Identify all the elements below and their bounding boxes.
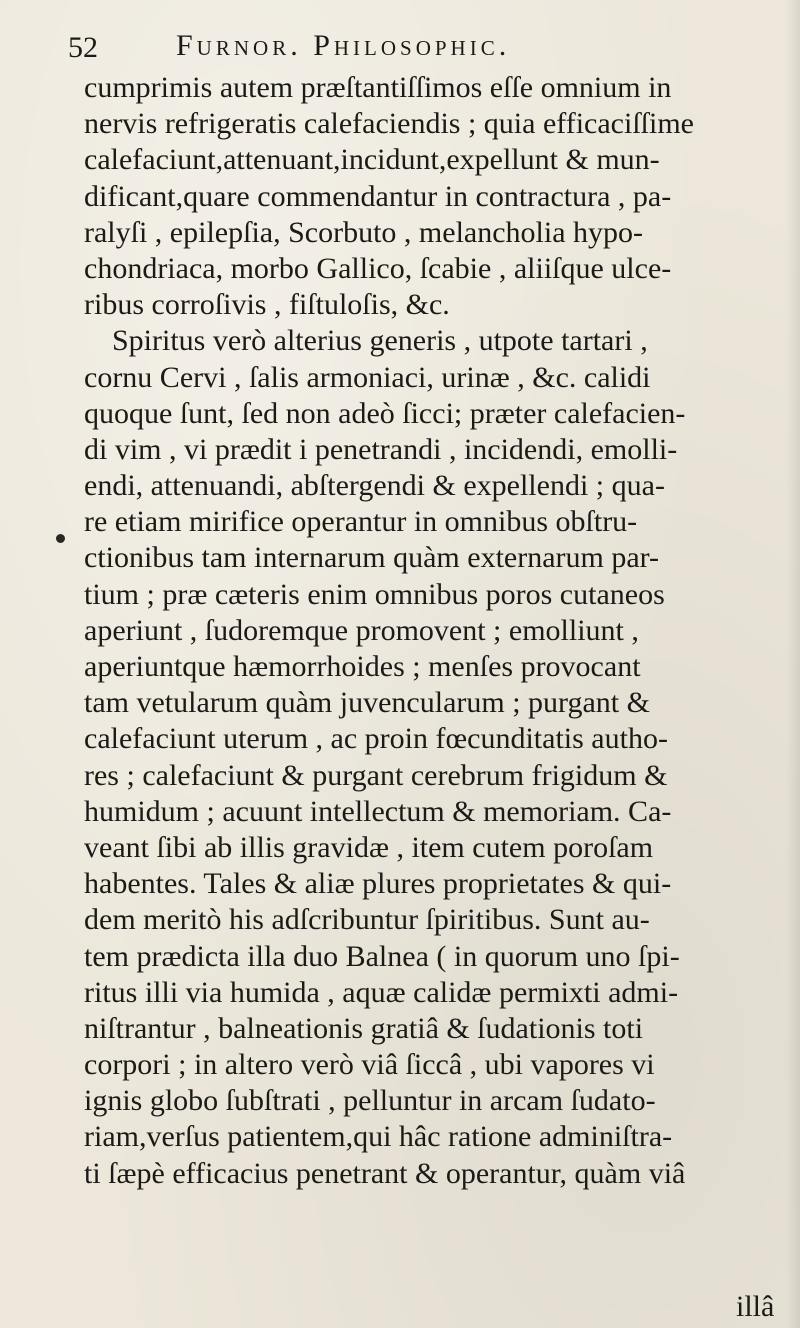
text-line: ribus corroſivis , fiſtuloſis, &c.	[84, 288, 450, 322]
text-line: ignis globo ſubſtrati , pelluntur in arcam ſudato-	[84, 1084, 656, 1118]
text-line: tium ; præ cæteris enim omnibus poros cutaneos	[84, 577, 665, 611]
text-line: habentes. Tales & aliæ plures proprietates & qui-	[84, 867, 672, 901]
text-line: nervis refrigeratis calefaciendis ; quia efficaciſſime	[84, 107, 694, 141]
text-line: di vim , vi prædit i penetrandi , incidendi, emolli-	[84, 432, 678, 466]
text-line: aperiuntque hæmorrhoides ; menſes provocant	[84, 650, 641, 683]
text-line: niſtrantur , balneationis gratiâ & ſudationis toti	[84, 1011, 644, 1045]
catchword: illâ	[736, 1290, 775, 1323]
text-line: ralyſi , epilepſia, Scorbuto , melancholia hypo-	[84, 215, 644, 249]
paragraph-start-line: Spiritus verò alterius generis , utpote tartari ,	[112, 324, 648, 358]
text-line: ritus illi via humida , aquæ calidæ permixti admi-	[84, 975, 679, 1009]
text-line: aperiunt , ſudoremque promovent ; emolliunt ,	[84, 613, 639, 647]
text-line: calefaciunt,attenuant,incidunt,expellunt & mun-	[84, 143, 660, 177]
text-line: riam,verſus patientem,qui hâc ratione adminiſtra-	[84, 1120, 673, 1154]
text-line: ti ſæpè efficacius penetrant & operantur, quàm viâ	[84, 1156, 686, 1190]
text-line: dem meritò his adſcribuntur ſpiritibus. Sunt au-	[84, 903, 650, 937]
body-text	[84, 70, 774, 1192]
text-line: corpori ; in altero verò viâ ſiccâ , ubi vapores vi	[84, 1048, 655, 1082]
text-line: dificant,quare commendantur in contractura , pa-	[84, 179, 672, 213]
text-line: cornu Cervi , ſalis armoniaci, urinæ , &c. calidi	[84, 360, 651, 394]
page-edge-shadow	[786, 0, 800, 1328]
running-head: Furnor. Philosophic.	[176, 29, 511, 62]
text-line: humidum ; acuunt intellectum & memoriam. Ca-	[84, 794, 672, 828]
text-line: re etiam mirifice operantur in omnibus obſtru-	[84, 505, 638, 539]
text-line: chondriaca, morbo Gallico, ſcabie , aliiſque ulce-	[84, 251, 672, 285]
text-line: veant ſibi ab illis gravidæ , item cutem poroſam	[84, 830, 654, 864]
text-line: quoque ſunt, ſed non adeò ſicci; præter calefacien-	[84, 396, 686, 430]
text-line: ctionibus tam internarum quàm externarum par-	[84, 541, 660, 575]
page-number: 52	[68, 31, 98, 64]
text-line: tam vetularum quàm juvencularum ; purgant &	[84, 686, 650, 720]
text-line: calefaciunt uterum , ac proin fœcunditatis autho-	[84, 722, 668, 756]
text-line: endi, attenuandi, abſtergendi & expellendi ; qua-	[84, 469, 665, 503]
marginal-ink-mark	[56, 534, 65, 543]
page-header	[68, 28, 708, 64]
text-line: tem prædicta illa duo Balnea ( in quorum uno ſpi-	[84, 939, 680, 973]
text-line: cumprimis autem præſtantiſſimos eſſe omnium in	[84, 71, 672, 104]
text-line: res ; calefaciunt & purgant cerebrum frigidum &	[84, 758, 668, 792]
